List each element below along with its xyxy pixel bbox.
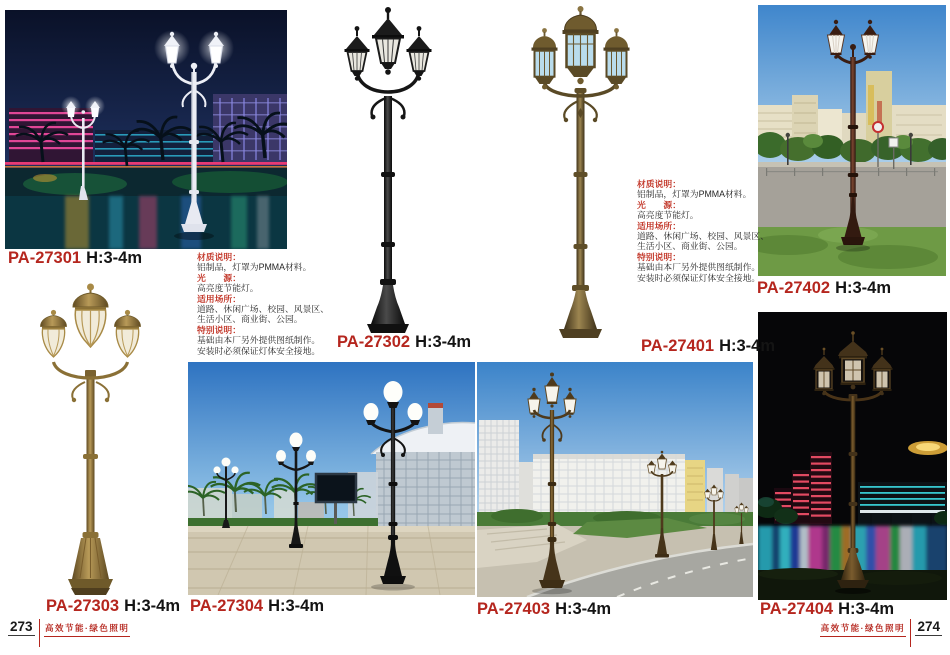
- material-text: 铝制品，灯罩为PMMA材料。: [197, 262, 312, 273]
- places-text-line2: 生活小区、商业街、公园。: [637, 241, 743, 252]
- photo-27301-night-plaza: [5, 10, 287, 249]
- product-image-27302: [338, 4, 438, 334]
- product-code: PA-27403: [477, 600, 551, 618]
- product-label-27402: [757, 279, 891, 298]
- footer-divider: [39, 619, 41, 647]
- photo-27304-plaza: [188, 362, 475, 595]
- night-plaza-illustration: [5, 10, 287, 249]
- footer-right: [820, 619, 942, 647]
- neon-pavilion-cyan: [858, 482, 947, 526]
- light-source-label: 光 源：: [197, 272, 241, 283]
- side-lamp-left: [41, 310, 67, 357]
- footer-left: [8, 619, 130, 647]
- side-lantern-left: [532, 28, 558, 89]
- yellow-roof-glow: [908, 441, 947, 455]
- lamp-post: [345, 7, 432, 333]
- description-block-2: [637, 179, 771, 283]
- side-lantern-right: [407, 26, 432, 81]
- places-text-line2: 生活小区、商业街、公园。: [197, 314, 303, 325]
- product-label-27303: [46, 597, 180, 616]
- product-code: PA-27302: [337, 333, 411, 351]
- product-label-27301: [8, 249, 142, 268]
- product-code: PA-27303: [46, 597, 120, 615]
- side-lamp-right: [115, 310, 141, 357]
- special-label: 特别说明：: [197, 324, 241, 335]
- side-lantern-left: [345, 26, 370, 81]
- product-label-27302: [337, 333, 471, 352]
- product-spec: H:3-4m: [719, 337, 776, 355]
- product-spec: H:3-4m: [415, 333, 472, 351]
- night-waterfront-illustration: [758, 312, 947, 600]
- special-text-line1: 基础由本厂另外提供图纸制作。: [637, 262, 761, 273]
- places-label: 适用场所：: [637, 220, 681, 231]
- special-text-line1: 基础由本厂另外提供图纸制作。: [197, 335, 321, 346]
- product-spec: H:3-4m: [86, 249, 143, 267]
- product-label-27404: [760, 600, 894, 619]
- places-text-line1: 道路、休闲广场、校园、风景区、: [197, 304, 329, 315]
- black-lamp-illustration: [338, 4, 438, 334]
- footer-divider: [910, 619, 912, 647]
- light-source-text: 高亮度节能灯。: [637, 210, 699, 221]
- gold-lamp-illustration: [38, 282, 143, 597]
- description-block-1: [197, 252, 331, 356]
- plaza-illustration: [188, 362, 475, 595]
- page-number-right: 274: [917, 619, 940, 634]
- special-text-line2: 安装时必须保证灯体安全接地。: [637, 272, 761, 283]
- light-source-label: 光 源：: [637, 199, 681, 210]
- page-number-left: 273: [10, 619, 33, 634]
- product-spec: H:3-4m: [838, 600, 895, 618]
- product-spec: H:3-4m: [124, 597, 181, 615]
- photo-27403-street-row: [477, 362, 753, 597]
- lamp-post: [41, 284, 141, 596]
- footer-slogan-right: 高效节能·绿色照明: [820, 619, 906, 637]
- places-text-line1: 道路、休闲广场、校园、风景区、: [637, 231, 769, 242]
- light-source-text: 高亮度节能灯。: [197, 283, 259, 294]
- bronze-lamp-illustration: [528, 4, 633, 339]
- side-lantern-right: [604, 28, 630, 89]
- photo-27402-street-day: [758, 5, 946, 276]
- street-row-illustration: [477, 362, 753, 597]
- places-label: 适用场所：: [197, 293, 241, 304]
- product-code: PA-27401: [641, 337, 715, 355]
- lamp-post: [532, 6, 630, 338]
- photo-27404-night-waterfront: [758, 312, 947, 600]
- product-image-27303: [38, 282, 143, 597]
- neon-streak: [5, 162, 287, 165]
- special-text-line2: 安装时必须保证灯体安全接地。: [197, 345, 321, 356]
- product-spec: H:3-4m: [268, 597, 325, 615]
- product-code: PA-27402: [757, 279, 831, 297]
- material-label: 材质说明：: [197, 252, 241, 262]
- product-label-27401: [641, 337, 775, 356]
- material-text: 铝制品，灯罩为PMMA材料。: [637, 189, 752, 200]
- product-code: PA-27404: [760, 600, 834, 618]
- product-label-27403: [477, 600, 611, 619]
- material-label: 材质说明：: [637, 179, 681, 189]
- street-day-illustration: [758, 5, 946, 276]
- footer-slogan-left: 高效节能·绿色照明: [44, 619, 130, 637]
- product-spec: H:3-4m: [555, 600, 612, 618]
- product-code: PA-27301: [8, 249, 82, 267]
- product-code: PA-27304: [190, 597, 264, 615]
- product-image-27401: [528, 4, 633, 339]
- product-label-27304: [190, 597, 324, 616]
- special-label: 特别说明：: [637, 251, 681, 262]
- product-spec: H:3-4m: [835, 279, 892, 297]
